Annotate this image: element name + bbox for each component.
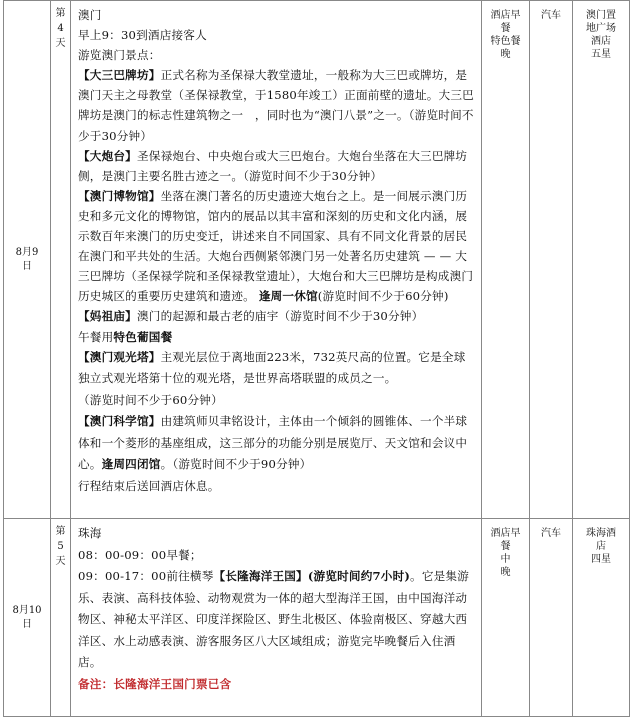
meals-text: 酒店早 — [490, 10, 521, 21]
itinerary-end-line: 行程结束后送回酒店休息。 — [78, 478, 220, 493]
meal-line — [78, 327, 475, 347]
attraction-paragraph — [78, 347, 475, 390]
attraction-description: 澳门的起源和最古老的庙宇（游览时间不少于30分钟） — [136, 309, 424, 324]
day-number-cell — [51, 519, 71, 717]
day-label: 第 — [55, 8, 66, 19]
hotel-text: 四星 — [591, 554, 611, 565]
date-cell — [4, 1, 51, 519]
attraction-name: 【长隆海洋王国】(游览时间约7小时) — [213, 569, 411, 583]
meal-name: 特色葡国餐 — [113, 329, 173, 344]
attraction-name: 【澳门科学馆】 — [78, 414, 161, 429]
date-text: 8月10 — [12, 604, 42, 616]
attraction-description: 由建筑师贝聿铭设计，主体由一个倾斜的圆锥体、一个半球体和一个菱形的基座组成，这三部分的功能分别是展览厅、天文馆和会议中心。 — [78, 414, 468, 472]
itinerary-content — [71, 1, 482, 519]
meals-cell — [482, 519, 530, 717]
day-label: 4 — [57, 23, 64, 34]
meals-cell — [482, 1, 530, 519]
date-text: 8月9 — [15, 246, 39, 258]
day-label: 5 — [57, 541, 64, 552]
hotel-text: 五星 — [591, 49, 611, 60]
attraction-paragraph — [78, 186, 475, 307]
attraction-paragraph — [78, 65, 475, 145]
ticket-note: 备注：长隆海洋王国门票已含 — [78, 676, 232, 691]
itinerary-row-day5 — [4, 519, 630, 717]
attraction-name: 【妈祖庙】 — [78, 309, 137, 324]
attraction-paragraph — [78, 566, 475, 674]
hotel-text: 澳门置 — [586, 10, 616, 21]
day-title: 珠海 — [78, 526, 102, 540]
visit-duration: (游览时间不少于60分钟) — [317, 289, 449, 304]
meals-text: 餐 — [500, 23, 511, 34]
meals-text: 酒店早 — [490, 528, 521, 539]
meals-text: 晚 — [500, 567, 511, 578]
hotel-cell — [573, 519, 630, 717]
hotel-text: 珠海酒 — [586, 528, 616, 539]
attraction-name: 【大炮台】 — [78, 148, 137, 163]
transport-cell — [530, 519, 573, 717]
day-label: 第 — [55, 526, 66, 537]
meals-text: 餐 — [500, 541, 511, 552]
visit-duration: （游览时间不少于60分钟） — [78, 392, 223, 407]
meals-text: 中 — [500, 554, 511, 565]
visit-duration: 。（游览时间不少于90分钟） — [160, 457, 312, 472]
date-cell — [4, 519, 51, 717]
date-text: 日 — [22, 618, 32, 630]
transport-text: 汽车 — [541, 528, 561, 539]
meals-text: 特色餐 — [490, 36, 521, 47]
itinerary-table — [3, 0, 630, 717]
date-text: 日 — [22, 260, 32, 272]
attraction-paragraph — [78, 306, 475, 326]
attraction-description: 主观光层位于离地面223米，732英尺高的位置。它是全球独立式观光塔第十位的观光塔，是世界高塔联盟的成员之一。 — [78, 349, 466, 386]
day-number-cell — [51, 1, 71, 519]
hotel-text: 店 — [596, 541, 606, 552]
hotel-text: 地广场 — [586, 23, 616, 34]
itinerary-time: 09：00-17：00前往横琴 — [78, 569, 214, 583]
day-label: 天 — [55, 556, 66, 567]
meal-prefix: 午餐用 — [78, 329, 114, 344]
itinerary-line: 游览澳门景点： — [78, 48, 161, 63]
day-label: 天 — [55, 38, 66, 49]
hotel-cell — [573, 1, 630, 519]
attraction-name: 【澳门观光塔】 — [78, 349, 161, 364]
itinerary-line: 08：00-09：00早餐； — [78, 547, 202, 562]
closure-note: 逢周四闭馆 — [101, 457, 161, 472]
attraction-description: 。它是集游乐、表演、高科技体验、动物观赏为一体的超大型海洋王国，由中国海洋动物区、神秘太平洋区、印度洋探险区、野生北极区、体验南极区、穿越大西洋区、水上动感表演、游客服务区八大区域组成；游览完毕晚餐后入住酒店。 — [78, 569, 470, 669]
attraction-description: 圣保禄炮台、中央炮台或大三巴炮台。大炮台坐落在大三巴牌坊侧，是澳门主要名胜古迹之一。（游览时间不少于30分钟） — [78, 148, 468, 183]
itinerary-content — [71, 519, 482, 717]
transport-text: 汽车 — [541, 10, 561, 21]
attraction-description: 坐落在澳门著名的历史遗迹大炮台之上。是一间展示澳门历史和多元文化的博物馆，馆内的展品以其丰富和深刻的历史和文化内涵，展示数百年来澳门的历史变迁，讲述来自不同国家、具有不同文化背景的居民在澳门和平共处的生活。大炮台西侧紧邻澳门另一处著名历史建筑 — — 大三巴牌坊（圣保禄学院和圣保禄教堂遗址），大炮台和大三巴牌坊是构成澳门历史城区的重要历史建筑和遗迹。 — [78, 188, 474, 304]
itinerary-row-day4 — [4, 1, 630, 519]
attraction-name: 【大三巴牌坊】 — [78, 68, 161, 83]
attraction-paragraph — [78, 146, 475, 186]
hotel-text: 酒店 — [591, 36, 611, 47]
attraction-description: 正式名称为圣保禄大教堂遗址，一般称为大三巴或牌坊，是澳门天主之母教堂（圣保禄教堂，于1580年竣工）正面前壁的遗址。大三巴牌坊是澳门的标志性建筑物之一 ，同时也为“澳门八景”之一。（游览时间不少于30分钟） — [78, 68, 474, 143]
day-title: 澳门 — [78, 8, 102, 22]
closure-note: 逢周一休馆 — [258, 289, 318, 304]
transport-cell — [530, 1, 573, 519]
attraction-paragraph — [78, 411, 475, 476]
meals-text: 晚 — [500, 49, 511, 60]
attraction-name: 【澳门博物馆】 — [78, 188, 161, 203]
itinerary-line: 早上9：30到酒店接客人 — [78, 28, 207, 43]
